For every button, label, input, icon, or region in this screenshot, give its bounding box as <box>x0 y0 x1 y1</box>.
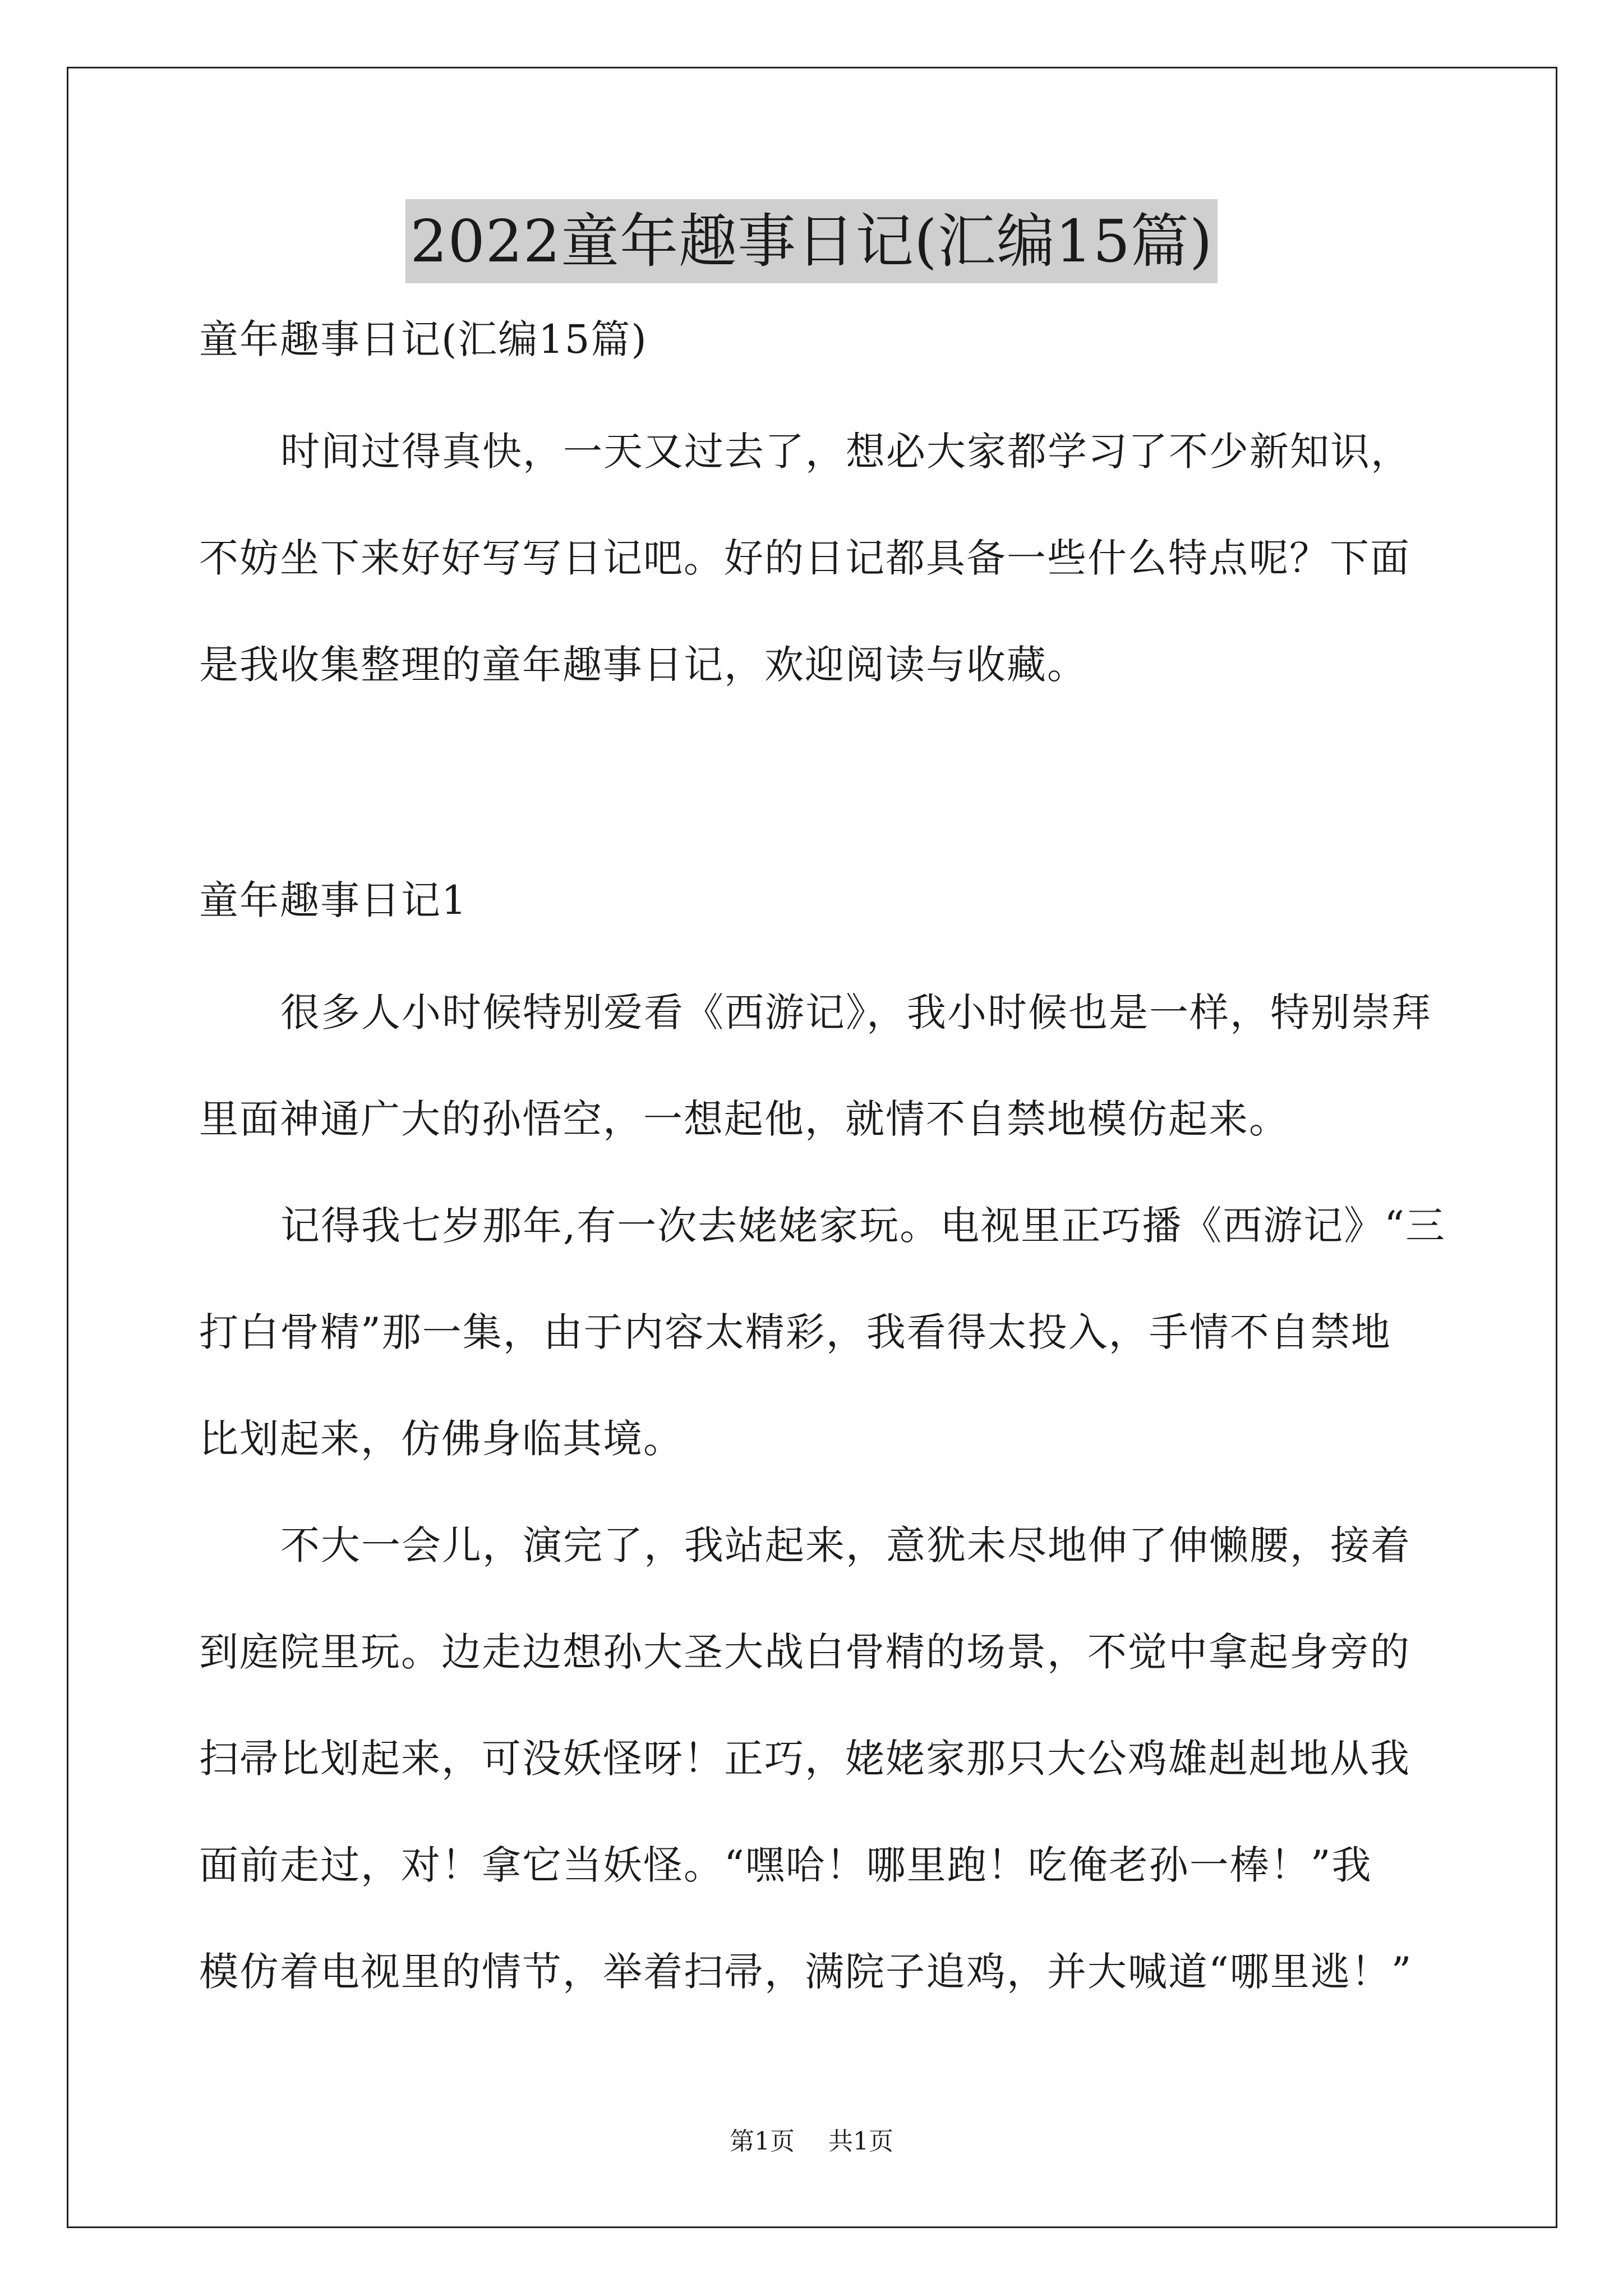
body-line-10: 模仿着电视里的情节，举着扫帚，满院子追鸡，并大喊道“哪里逃！” <box>199 1949 1413 1995</box>
intro-line-2: 不妨坐下来好好写写日记吧。好的日记都具备一些什么特点呢？下面 <box>199 535 1410 581</box>
page-border <box>67 67 1557 2228</box>
body-line-6: 不大一会儿，演完了，我站起来，意犹未尽地伸了伸懒腰，接着 <box>280 1522 1411 1568</box>
body-line-4: 打白骨精”那一集，由于内容太精彩，我看得太投入，手情不自禁地 <box>199 1309 1391 1355</box>
title-container <box>0 199 1623 283</box>
body-line-5: 比划起来，仿佛身临其境。 <box>199 1416 684 1462</box>
body-line-8: 扫帚比划起来，可没妖怪呀！正巧，姥姥家那只大公鸡雄赳赳地从我 <box>199 1736 1410 1782</box>
body-line-3: 记得我七岁那年,有一次去姥姥家玩。电视里正巧播《西游记》“三 <box>280 1203 1446 1249</box>
body-line-2: 里面神通广大的孙悟空，一想起他，就情不自禁地模仿起来。 <box>199 1096 1289 1142</box>
page-total: 共1页 <box>828 2127 893 2156</box>
section-heading: 童年趣事日记1 <box>199 877 468 923</box>
document-title: 2022童年趣事日记(汇编15篇) <box>405 199 1217 283</box>
intro-line-1: 时间过得真快，一天又过去了，想必大家都学习了不少新知识， <box>280 429 1411 475</box>
body-line-7: 到庭院里玩。边走边想孙大圣大战白骨精的场景，不觉中拿起身旁的 <box>199 1629 1410 1675</box>
subtitle: 童年趣事日记(汇编15篇) <box>199 316 648 362</box>
body-line-9: 面前走过，对！拿它当妖怪。“嘿哈！哪里跑！吃俺老孙一棒！”我 <box>199 1842 1372 1888</box>
body-line-1: 很多人小时候特别爱看《西游记》，我小时候也是一样，特别崇拜 <box>280 990 1432 1036</box>
page-number: 第1页 <box>730 2127 795 2156</box>
intro-line-3: 是我收集整理的童年趣事日记，欢迎阅读与收藏。 <box>199 642 1087 688</box>
page-footer <box>0 2125 1623 2159</box>
